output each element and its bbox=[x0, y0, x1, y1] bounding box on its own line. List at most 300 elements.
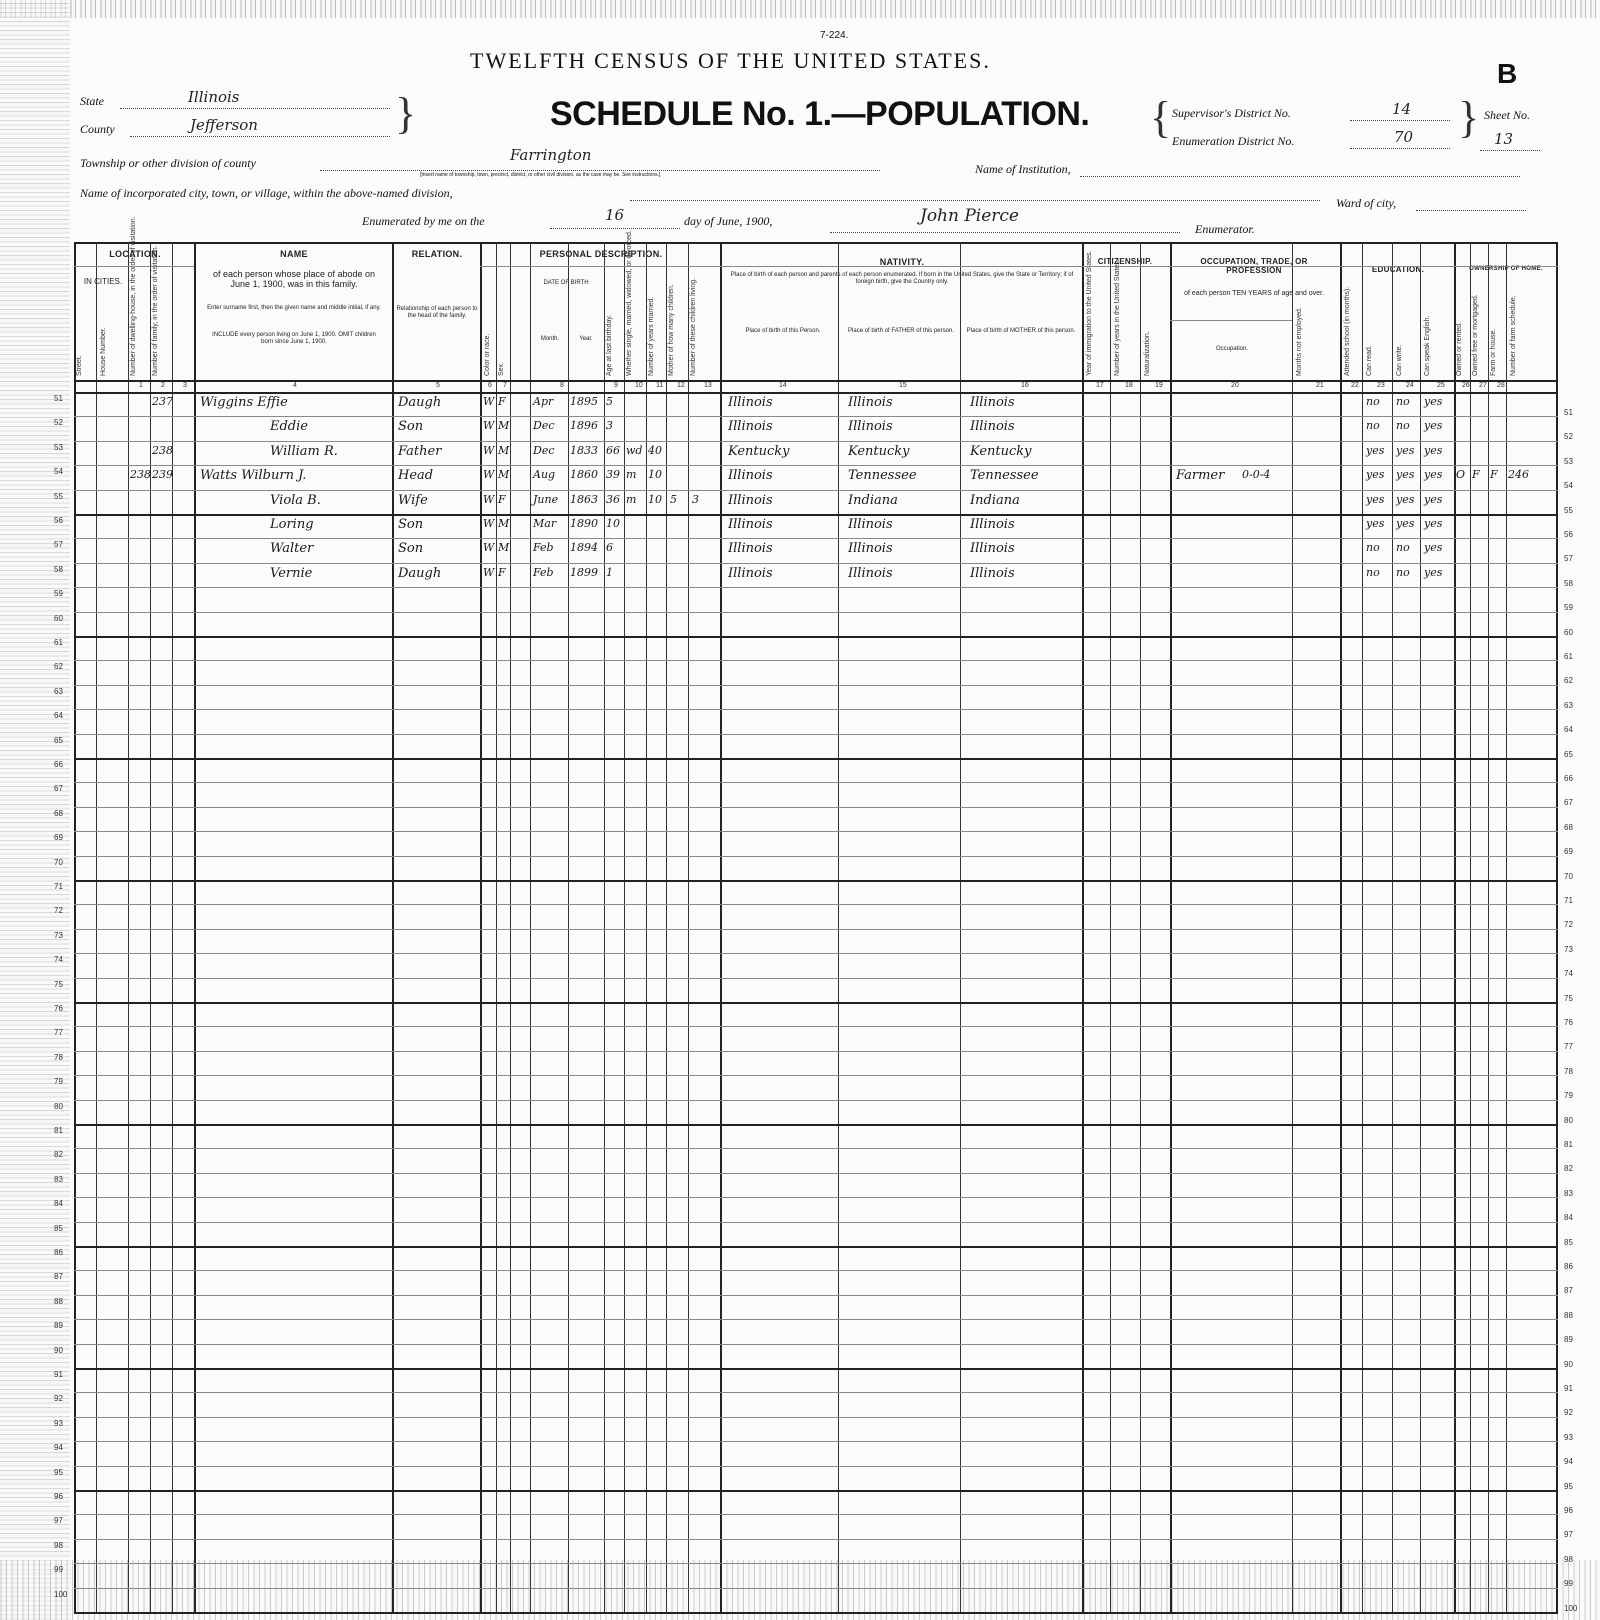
row-divider bbox=[74, 636, 1558, 638]
cell-birth-mother: Indiana bbox=[970, 493, 1020, 508]
column-number: 12 bbox=[677, 382, 685, 389]
row-number-right: 51 bbox=[1564, 408, 1573, 417]
cell-month: Aug bbox=[533, 468, 556, 481]
header-nat-father: Place of birth of FATHER of this person. bbox=[848, 328, 954, 334]
header-name: NAME bbox=[280, 249, 308, 259]
row-divider bbox=[74, 807, 1558, 808]
column-divider bbox=[1292, 242, 1293, 1614]
header-nativity-desc: Place of birth of each person and parents of each person enumerated. If born in the United States, give the State or Territory; if of foreign birth, give the Country only. bbox=[730, 272, 1074, 285]
row-number-left: 73 bbox=[54, 931, 63, 940]
column-divider bbox=[1420, 242, 1421, 1614]
row-divider bbox=[74, 465, 1558, 466]
column-divider bbox=[688, 242, 689, 1614]
cell-read: yes bbox=[1366, 517, 1385, 530]
cell-birth-person: Kentucky bbox=[728, 444, 790, 459]
vertical-header-house-number: House Number. bbox=[100, 327, 107, 376]
enumerator-label: Enumerator. bbox=[1195, 222, 1255, 236]
cell-birth-person: Illinois bbox=[728, 566, 773, 581]
header-divider bbox=[1082, 266, 1170, 267]
row-number-right: 56 bbox=[1564, 530, 1573, 539]
header-occupation-desc: of each person TEN YEARS of age and over. bbox=[1184, 290, 1324, 297]
cell-birth-father: Indiana bbox=[848, 493, 898, 508]
row-divider bbox=[74, 514, 1558, 516]
column-divider bbox=[128, 242, 129, 1614]
row-divider bbox=[74, 563, 1558, 564]
row-divider bbox=[74, 612, 1558, 613]
row-number-right: 71 bbox=[1564, 896, 1573, 905]
row-number-right: 63 bbox=[1564, 701, 1573, 710]
column-number: 21 bbox=[1316, 382, 1324, 389]
county-line bbox=[130, 136, 390, 137]
cell-month: Mar bbox=[533, 517, 557, 530]
column-divider bbox=[646, 242, 647, 1614]
row-number-left: 63 bbox=[54, 687, 63, 696]
cell-years-married: 10 bbox=[648, 468, 662, 481]
column-number: 13 bbox=[704, 382, 712, 389]
row-number-right: 74 bbox=[1564, 969, 1573, 978]
column-number: 10 bbox=[635, 382, 643, 389]
sheet-value: 13 bbox=[1494, 130, 1514, 148]
vertical-header-farm: Farm or house. bbox=[1490, 328, 1497, 376]
header-dob: DATE OF BIRTH bbox=[543, 280, 589, 286]
cell-speak: yes bbox=[1424, 493, 1443, 506]
vertical-header-months-unemployed: Months not employed. bbox=[1296, 307, 1303, 376]
vertical-header-can-write: Can write. bbox=[1396, 344, 1403, 376]
row-number-left: 78 bbox=[54, 1053, 63, 1062]
row-number-left: 79 bbox=[54, 1077, 63, 1086]
cell-farm: F bbox=[1490, 468, 1498, 481]
cell-name: Walter bbox=[270, 541, 314, 556]
institution-line bbox=[1080, 176, 1520, 177]
row-number-left: 71 bbox=[54, 882, 63, 891]
header-ownership: OWNERSHIP OF HOME. bbox=[1469, 266, 1543, 272]
row-divider bbox=[74, 709, 1558, 710]
cell-family: 239 bbox=[152, 468, 173, 481]
row-divider bbox=[74, 1026, 1558, 1027]
header-relation-desc: Relationship of each person to the head of the family. bbox=[396, 306, 478, 319]
cell-sex: M bbox=[498, 468, 510, 481]
county-label: County bbox=[80, 122, 115, 136]
cell-birth-mother: Illinois bbox=[970, 419, 1015, 434]
cell-relation: Son bbox=[398, 419, 424, 434]
column-divider bbox=[666, 242, 667, 1614]
cell-color: W bbox=[483, 566, 495, 579]
row-number-right: 57 bbox=[1564, 554, 1573, 563]
cell-relation: Daugh bbox=[398, 566, 442, 581]
vertical-header-can-read: Can read. bbox=[1366, 345, 1373, 376]
cell-years-married: 10 bbox=[648, 493, 662, 506]
row-number-left: 77 bbox=[54, 1028, 63, 1037]
header-nat-person: Place of birth of this Person. bbox=[745, 328, 821, 334]
cell-month: Feb bbox=[533, 541, 554, 554]
cell-write: no bbox=[1396, 395, 1410, 408]
row-number-left: 81 bbox=[54, 1126, 63, 1135]
column-number: 3 bbox=[183, 382, 187, 389]
enumerated-label: Enumerated by me on the bbox=[362, 214, 485, 228]
row-divider bbox=[74, 1270, 1558, 1271]
cell-birth-mother: Tennessee bbox=[970, 468, 1039, 483]
supervisor-value: 14 bbox=[1392, 100, 1412, 118]
row-divider bbox=[74, 880, 1558, 882]
row-number-right: 65 bbox=[1564, 750, 1573, 759]
column-number: 11 bbox=[656, 382, 664, 389]
cell-speak: yes bbox=[1424, 541, 1443, 554]
cell-relation: Son bbox=[398, 517, 424, 532]
column-divider bbox=[1506, 242, 1507, 1614]
row-number-right: 85 bbox=[1564, 1238, 1573, 1247]
row-divider bbox=[74, 1563, 1558, 1564]
cell-write: yes bbox=[1396, 493, 1415, 506]
cell-age: 6 bbox=[606, 541, 613, 554]
column-divider bbox=[1110, 242, 1111, 1614]
cell-color: W bbox=[483, 419, 495, 432]
column-divider bbox=[1082, 242, 1084, 1614]
row-divider bbox=[74, 538, 1558, 539]
cell-year: 1860 bbox=[570, 468, 598, 481]
column-divider bbox=[1488, 242, 1489, 1614]
scan-edge-top bbox=[0, 0, 1600, 18]
cell-month: Apr bbox=[533, 395, 554, 408]
row-number-left: 75 bbox=[54, 980, 63, 989]
row-number-right: 52 bbox=[1564, 432, 1573, 441]
column-number: 24 bbox=[1406, 382, 1414, 389]
vertical-header-age: Age at last birthday. bbox=[606, 314, 613, 376]
row-divider bbox=[74, 1295, 1558, 1296]
column-divider bbox=[1362, 242, 1363, 1614]
cell-name: Watts Wilburn J. bbox=[200, 468, 307, 483]
row-number-left: 66 bbox=[54, 760, 63, 769]
row-number-left: 76 bbox=[54, 1004, 63, 1013]
column-divider bbox=[150, 242, 151, 1614]
column-number: 26 bbox=[1462, 382, 1470, 389]
row-number-left: 59 bbox=[54, 589, 63, 598]
cell-age: 3 bbox=[606, 419, 613, 432]
cell-name: Eddie bbox=[270, 419, 308, 434]
row-number-right: 64 bbox=[1564, 725, 1573, 734]
vertical-header-color: Color or race. bbox=[484, 333, 491, 376]
row-divider bbox=[74, 1368, 1558, 1370]
cell-birth-person: Illinois bbox=[728, 541, 773, 556]
column-number: 14 bbox=[779, 382, 787, 389]
cell-birth-father: Kentucky bbox=[848, 444, 910, 459]
column-divider bbox=[510, 242, 511, 1614]
row-number-right: 91 bbox=[1564, 1384, 1573, 1393]
row-number-left: 99 bbox=[54, 1565, 63, 1574]
supervisor-label: Supervisor's District No. bbox=[1172, 106, 1291, 120]
header-location: LOCATION. bbox=[109, 249, 161, 259]
cell-year: 1896 bbox=[570, 419, 598, 432]
vertical-header-mortgage: Owned free or mortgaged. bbox=[1472, 294, 1479, 376]
cell-write: no bbox=[1396, 541, 1410, 554]
column-divider bbox=[1170, 242, 1172, 1614]
row-number-left: 51 bbox=[54, 394, 63, 403]
row-number-left: 94 bbox=[54, 1443, 63, 1452]
row-number-right: 68 bbox=[1564, 823, 1573, 832]
cell-sex: M bbox=[498, 541, 510, 554]
row-number-left: 96 bbox=[54, 1492, 63, 1501]
enumeration-line bbox=[1350, 148, 1450, 149]
row-number-left: 87 bbox=[54, 1272, 63, 1281]
row-divider bbox=[74, 587, 1558, 588]
cell-write: yes bbox=[1396, 517, 1415, 530]
row-number-right: 78 bbox=[1564, 1067, 1573, 1076]
column-number: 5 bbox=[436, 382, 440, 389]
state-value: Illinois bbox=[188, 88, 240, 106]
row-number-right: 54 bbox=[1564, 481, 1573, 490]
row-divider bbox=[74, 1417, 1558, 1418]
column-divider bbox=[480, 242, 482, 1614]
row-number-left: 90 bbox=[54, 1346, 63, 1355]
ward-label: Ward of city, bbox=[1336, 196, 1397, 210]
cell-read: no bbox=[1366, 419, 1380, 432]
header-nat-mother: Place of birth of MOTHER of this person. bbox=[966, 328, 1076, 334]
header-in-cities: IN CITIES. bbox=[83, 277, 123, 286]
row-number-left: 98 bbox=[54, 1541, 63, 1550]
cell-age: 36 bbox=[606, 493, 620, 506]
cell-schedule: 246 bbox=[1508, 468, 1529, 481]
cell-birth-mother: Illinois bbox=[970, 566, 1015, 581]
cell-age: 39 bbox=[606, 468, 620, 481]
cell-color: W bbox=[483, 493, 495, 506]
row-divider bbox=[74, 1197, 1558, 1198]
row-number-right: 99 bbox=[1564, 1579, 1573, 1588]
cell-color: W bbox=[483, 444, 495, 457]
cell-occupation: Farmer bbox=[1176, 468, 1225, 483]
row-number-left: 83 bbox=[54, 1175, 63, 1184]
cell-birth-father: Illinois bbox=[848, 395, 893, 410]
cell-read: no bbox=[1366, 395, 1380, 408]
row-number-left: 84 bbox=[54, 1199, 63, 1208]
column-number: 7 bbox=[503, 382, 507, 389]
cell-speak: yes bbox=[1424, 419, 1443, 432]
cell-color: W bbox=[483, 517, 495, 530]
cell-color: W bbox=[483, 541, 495, 554]
cell-marital: m bbox=[626, 493, 637, 506]
cell-name: Loring bbox=[270, 517, 314, 532]
header-month: Month. bbox=[540, 336, 560, 342]
left-brace: } bbox=[395, 89, 417, 138]
row-number-right: 98 bbox=[1564, 1555, 1573, 1564]
cell-year: 1899 bbox=[570, 566, 598, 579]
row-number-right: 67 bbox=[1564, 798, 1573, 807]
row-number-right: 53 bbox=[1564, 457, 1573, 466]
row-number-left: 60 bbox=[54, 614, 63, 623]
header-name-note2: INCLUDE every person living on June 1, 1900. OMIT children born since June 1, 1900. bbox=[212, 332, 376, 345]
row-divider bbox=[74, 929, 1558, 930]
schedule-title: SCHEDULE No. 1.—POPULATION. bbox=[550, 95, 1090, 133]
column-divider bbox=[392, 242, 394, 1614]
column-divider bbox=[496, 242, 497, 1614]
form-number: 7-224. bbox=[820, 30, 849, 41]
row-number-left: 74 bbox=[54, 955, 63, 964]
row-divider bbox=[74, 1588, 1558, 1589]
county-value: Jefferson bbox=[190, 116, 258, 134]
column-number: 1 bbox=[139, 382, 143, 389]
cell-living: 3 bbox=[692, 493, 699, 506]
cell-relation: Head bbox=[398, 468, 434, 483]
row-number-left: 72 bbox=[54, 906, 63, 915]
enumerated-day: 16 bbox=[605, 206, 625, 224]
cell-relation: Father bbox=[398, 444, 442, 459]
row-divider bbox=[74, 490, 1558, 491]
row-divider bbox=[74, 1148, 1558, 1149]
header-divider bbox=[480, 266, 720, 267]
row-divider bbox=[74, 1441, 1558, 1442]
row-number-right: 80 bbox=[1564, 1116, 1573, 1125]
vertical-header-mother-of: Mother of how many children. bbox=[668, 284, 675, 376]
row-number-right: 97 bbox=[1564, 1530, 1573, 1539]
cell-write: yes bbox=[1396, 444, 1415, 457]
cell-name: Viola B. bbox=[270, 493, 321, 508]
cell-speak: yes bbox=[1424, 444, 1443, 457]
cell-birth-mother: Kentucky bbox=[970, 444, 1032, 459]
cell-month: Dec bbox=[533, 419, 555, 432]
header-divider bbox=[74, 266, 194, 267]
column-divider bbox=[1454, 242, 1456, 1614]
township-value: Farrington bbox=[510, 146, 592, 164]
cell-read: yes bbox=[1366, 444, 1385, 457]
cell-birth-person: Illinois bbox=[728, 419, 773, 434]
row-number-left: 61 bbox=[54, 638, 63, 647]
header-divider bbox=[720, 266, 1082, 267]
header-nativity: NATIVITY. bbox=[879, 257, 925, 267]
row-number-right: 60 bbox=[1564, 628, 1573, 637]
cell-year: 1894 bbox=[570, 541, 598, 554]
header-year: Year. bbox=[579, 336, 593, 342]
row-number-right: 70 bbox=[1564, 872, 1573, 881]
enumeration-label: Enumeration District No. bbox=[1172, 134, 1295, 148]
column-number: 4 bbox=[293, 382, 297, 389]
row-number-right: 81 bbox=[1564, 1140, 1573, 1149]
row-divider bbox=[74, 1539, 1558, 1540]
cell-birth-person: Illinois bbox=[728, 517, 773, 532]
column-divider bbox=[96, 242, 97, 1614]
cell-birth-person: Illinois bbox=[728, 493, 773, 508]
column-number: 22 bbox=[1351, 382, 1359, 389]
sheet-letter: B bbox=[1497, 58, 1518, 89]
row-divider bbox=[74, 392, 1558, 394]
column-divider bbox=[194, 242, 196, 1614]
row-number-left: 93 bbox=[54, 1419, 63, 1428]
vertical-header-naturalization: Naturalization. bbox=[1144, 331, 1151, 376]
column-divider bbox=[1340, 242, 1342, 1614]
cell-sex: M bbox=[498, 517, 510, 530]
cell-relation: Wife bbox=[398, 493, 428, 508]
cell-write: no bbox=[1396, 566, 1410, 579]
cell-sex: M bbox=[498, 444, 510, 457]
row-number-left: 95 bbox=[54, 1468, 63, 1477]
column-number: 17 bbox=[1096, 382, 1104, 389]
cell-month: June bbox=[533, 493, 559, 506]
row-number-right: 89 bbox=[1564, 1335, 1573, 1344]
row-divider bbox=[74, 1490, 1558, 1492]
row-number-left: 58 bbox=[54, 565, 63, 574]
row-divider bbox=[74, 416, 1558, 417]
vertical-header-farm-schedule: Number of farm schedule. bbox=[1510, 295, 1517, 376]
ward-line bbox=[1416, 210, 1526, 211]
header-name-note1: Enter surname first, then the given name and middle initial, if any. bbox=[207, 305, 381, 311]
cell-birth-person: Illinois bbox=[728, 395, 773, 410]
row-divider bbox=[74, 1051, 1558, 1052]
row-number-right: 96 bbox=[1564, 1506, 1573, 1515]
column-divider bbox=[1392, 242, 1393, 1614]
row-number-left: 57 bbox=[54, 540, 63, 549]
cell-years-married: 40 bbox=[648, 444, 662, 457]
row-number-left: 55 bbox=[54, 492, 63, 501]
row-number-left: 100 bbox=[54, 1590, 68, 1599]
cell-sex: F bbox=[498, 493, 506, 506]
row-number-right: 88 bbox=[1564, 1311, 1573, 1320]
column-divider bbox=[1140, 242, 1141, 1614]
row-divider bbox=[74, 1222, 1558, 1223]
column-divider bbox=[838, 242, 839, 1614]
cell-age: 66 bbox=[606, 444, 620, 457]
row-number-left: 80 bbox=[54, 1102, 63, 1111]
vertical-header-sex: Sex. bbox=[498, 361, 505, 376]
row-number-left: 89 bbox=[54, 1321, 63, 1330]
row-number-left: 69 bbox=[54, 833, 63, 842]
row-divider bbox=[74, 1344, 1558, 1345]
row-number-right: 86 bbox=[1564, 1262, 1573, 1271]
row-number-right: 59 bbox=[1564, 603, 1573, 612]
row-divider bbox=[74, 782, 1558, 783]
row-number-right: 77 bbox=[1564, 1042, 1573, 1051]
column-number: 27 bbox=[1479, 382, 1487, 389]
column-divider bbox=[604, 242, 605, 1614]
cell-family: 237 bbox=[152, 395, 173, 408]
row-divider bbox=[74, 441, 1558, 442]
row-number-left: 56 bbox=[54, 516, 63, 525]
row-number-right: 76 bbox=[1564, 1018, 1573, 1027]
cell-month: Dec bbox=[533, 444, 555, 457]
cell-year: 1895 bbox=[570, 395, 598, 408]
cell-name: Vernie bbox=[270, 566, 313, 581]
vertical-header-street: Street. bbox=[76, 355, 83, 376]
cell-speak: yes bbox=[1424, 468, 1443, 481]
cell-birth-father: Illinois bbox=[848, 517, 893, 532]
column-divider bbox=[960, 242, 961, 1614]
column-number: 19 bbox=[1155, 382, 1163, 389]
row-number-right: 79 bbox=[1564, 1091, 1573, 1100]
row-number-left: 88 bbox=[54, 1297, 63, 1306]
row-number-right: 58 bbox=[1564, 579, 1573, 588]
cell-write: no bbox=[1396, 419, 1410, 432]
column-number: 9 bbox=[614, 382, 618, 389]
row-divider bbox=[74, 660, 1558, 661]
cell-age: 10 bbox=[606, 517, 620, 530]
township-note: [Insert name of township, town, precinct, district, or other civil division, as the case may be. See instructions.] bbox=[420, 172, 661, 178]
header-divider bbox=[1340, 266, 1558, 267]
row-divider bbox=[74, 1612, 1558, 1614]
row-number-left: 92 bbox=[54, 1394, 63, 1403]
column-number: 28 bbox=[1497, 382, 1505, 389]
cell-sex: F bbox=[498, 566, 506, 579]
vertical-header-attended-school: Attended school (in months). bbox=[1344, 286, 1351, 376]
cell-read: no bbox=[1366, 566, 1380, 579]
cell-marital: wd bbox=[626, 444, 643, 457]
row-number-right: 83 bbox=[1564, 1189, 1573, 1198]
row-divider bbox=[74, 1124, 1558, 1126]
column-number: 8 bbox=[560, 382, 564, 389]
cell-birth-father: Tennessee bbox=[848, 468, 917, 483]
row-number-right: 100 bbox=[1564, 1604, 1578, 1613]
township-line bbox=[320, 170, 880, 171]
enumerated-month: day of June, 1900, bbox=[684, 214, 773, 228]
cell-month: Feb bbox=[533, 566, 554, 579]
column-number: 15 bbox=[899, 382, 907, 389]
cell-year: 1833 bbox=[570, 444, 598, 457]
row-divider bbox=[74, 1173, 1558, 1174]
